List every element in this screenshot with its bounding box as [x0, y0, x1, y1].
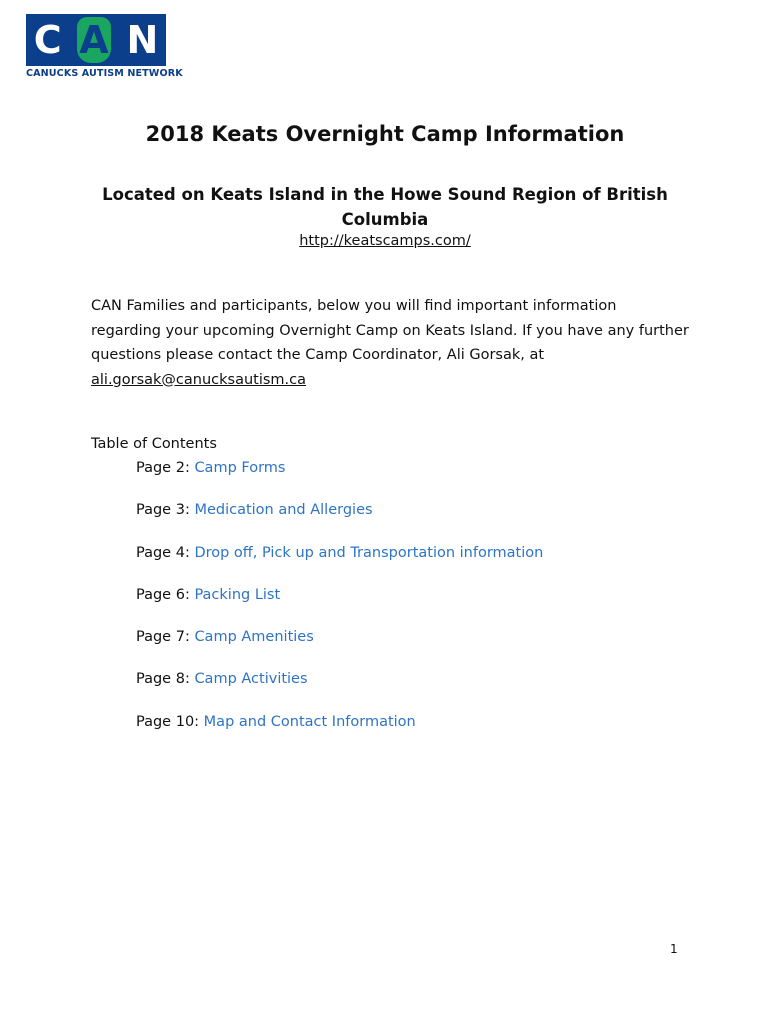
toc-item — [136, 456, 543, 498]
logo-tagline: CANUCKS AUTISM NETWORK — [26, 68, 183, 79]
toc-page-label: Page 8: — [136, 671, 190, 688]
toc-page-label: Page 4: — [136, 544, 190, 561]
intro-text: CAN Families and participants, below you will find important information regarding your upcoming Overnight Camp on Keats Island. If you have any further questions please contact the Camp Coordinator, Ali Gorsak, at — [91, 298, 689, 363]
logo-letter-n: N — [126, 18, 159, 62]
toc-page-label: Page 6: — [136, 586, 190, 603]
toc-link-map-contact[interactable]: Map and Contact Information — [203, 713, 416, 730]
logo-letter-a-puzzle: A — [77, 17, 111, 63]
toc-item — [136, 667, 543, 709]
toc-link-camp-amenities[interactable]: Camp Amenities — [194, 629, 314, 646]
toc-item — [136, 625, 543, 667]
logo-letters — [26, 14, 166, 66]
toc-item — [136, 710, 543, 752]
can-logo — [26, 14, 183, 84]
toc-heading: Table of Contents — [91, 436, 217, 452]
email-link[interactable]: ali.gorsak@canucksautism.ca — [91, 371, 307, 388]
toc-page-label: Page 7: — [136, 629, 190, 646]
table-of-contents — [136, 456, 543, 752]
intro-paragraph — [91, 294, 691, 392]
page-number: 1 — [670, 942, 678, 956]
toc-page-label: Page 3: — [136, 502, 190, 519]
toc-link-packing-list[interactable]: Packing List — [194, 586, 281, 603]
toc-page-label: Page 10: — [136, 713, 200, 730]
toc-item — [136, 541, 543, 583]
toc-page-label: Page 2: — [136, 460, 190, 476]
document-subtitle: Located on Keats Island in the Howe Sound Region of British Columbia — [102, 185, 668, 229]
website-link[interactable]: http://keatscamps.com/ — [299, 233, 471, 249]
document-title: 2018 Keats Overnight Camp Information — [145, 122, 625, 146]
toc-link-camp-activities[interactable]: Camp Activities — [194, 671, 308, 688]
toc-link-medication-allergies[interactable]: Medication and Allergies — [194, 502, 373, 519]
toc-item — [136, 583, 543, 625]
toc-link-transportation[interactable]: Drop off, Pick up and Transportation information — [194, 544, 544, 561]
toc-item — [136, 498, 543, 540]
logo-letter-c: C — [33, 18, 62, 62]
toc-link-camp-forms[interactable]: Camp Forms — [194, 460, 286, 476]
